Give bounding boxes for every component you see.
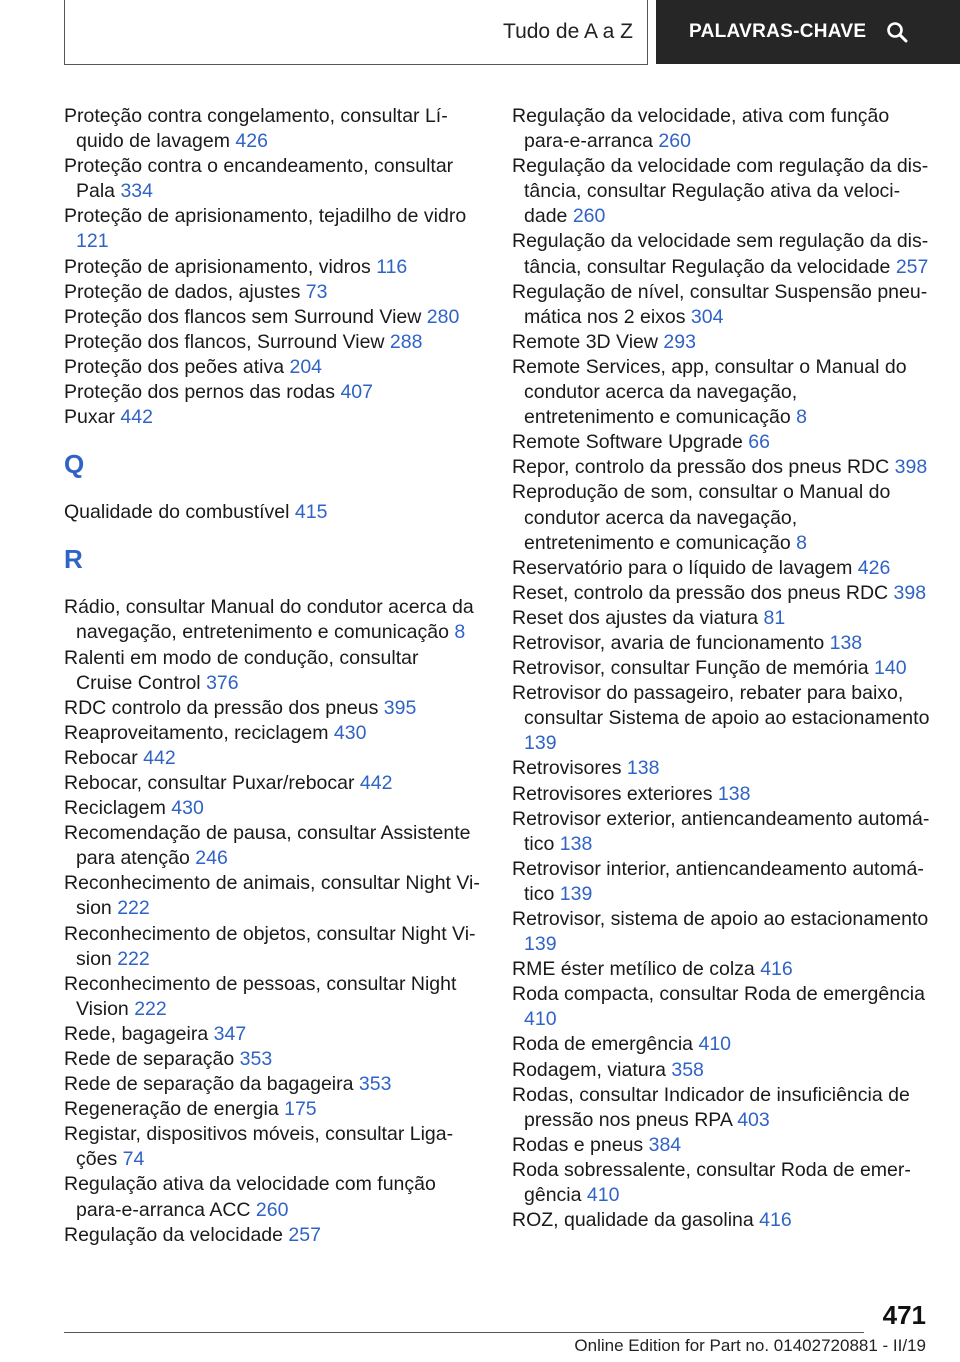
index-entry-text: Proteção contra congelamento, consultar Líquido de lavagem: [64, 105, 448, 153]
index-entry-text: Proteção contra o encandeamento, consultar Pala: [64, 155, 454, 203]
index-entry-text: Proteção de dados, ajustes: [64, 280, 301, 303]
index-entry-text: RME éster metílico de colza: [512, 958, 755, 981]
index-entry-text: Reaproveitamento, reciclagem: [64, 721, 329, 744]
index-entry-text: Proteção de aprisionamento, tejadilho de vidro: [64, 205, 467, 228]
page-number: 471: [882, 1300, 926, 1330]
index-entry: [512, 355, 932, 430]
index-entry: [64, 646, 480, 696]
index-entry-text: Rede de separação da bagageira: [64, 1073, 354, 1096]
index-entry: [64, 595, 480, 645]
index-entry-text: Retrovisor, avaria de funcionamento: [512, 631, 825, 654]
index-entry: [512, 857, 932, 907]
page-reference-link[interactable]: 398: [893, 581, 927, 604]
index-entry-text: Regulação da velocidade: [64, 1223, 283, 1246]
page-reference-link[interactable]: 66: [748, 431, 770, 454]
page-reference-link[interactable]: 138: [829, 631, 863, 654]
page-reference-link[interactable]: 442: [143, 746, 176, 769]
index-entry-text: Reprodução de som, consultar o Manual do condutor acerca da navegação, entretenimento e comunicação: [512, 481, 891, 554]
index-entry: [64, 1022, 480, 1047]
tab-keywords-label: PALAVRAS-CHAVE: [689, 21, 867, 42]
index-entry: [64, 1122, 480, 1172]
page-reference-link[interactable]: 358: [671, 1058, 704, 1081]
index-entry: [64, 771, 480, 796]
page-reference-link[interactable]: 222: [134, 997, 167, 1020]
index-entry: [64, 154, 480, 204]
index-entry: [64, 1223, 480, 1248]
index-entry-text: Recomendação de pausa, consultar Assistente para atenção: [64, 822, 471, 870]
index-entry-text: Qualidade do combustível: [64, 501, 290, 524]
page-reference-link[interactable]: 410: [586, 1184, 620, 1207]
index-entry-text: Regulação da velocidade, ativa com função para-e-arranca: [512, 105, 890, 153]
page-reference-link[interactable]: 8: [796, 531, 807, 554]
index-entry-text: Regeneração de energia: [64, 1098, 279, 1121]
index-entry: [64, 821, 480, 871]
index-entry: [512, 957, 932, 982]
page-reference-link[interactable]: 426: [235, 130, 268, 153]
index-entry: [512, 606, 932, 631]
index-entry: [64, 305, 480, 330]
index-entry-text: Repor, controlo da pressão dos pneus RDC: [512, 456, 890, 479]
index-entry-text: Retrovisores exteriores: [512, 782, 713, 805]
index-entry: [64, 380, 480, 405]
page-reference-link[interactable]: 415: [294, 501, 328, 524]
page-reference-link[interactable]: 304: [690, 305, 724, 328]
index-entry-text: Regulação da velocidade sem regulação da distância, consultar Regulação da velocidade: [512, 230, 929, 278]
index-letter-heading: Q: [64, 449, 85, 480]
index-entry: [512, 1083, 932, 1133]
tab-keywords[interactable]: [656, 0, 960, 64]
index-entry: [512, 480, 932, 555]
index-entry: [64, 255, 480, 280]
page-reference-link[interactable]: 384: [648, 1133, 682, 1156]
page-reference-link[interactable]: 416: [759, 1209, 792, 1232]
index-entry: [64, 104, 480, 154]
index-entry: [512, 631, 932, 656]
index-entry: [512, 104, 932, 154]
page-reference-link[interactable]: 139: [524, 732, 557, 755]
index-entry-text: Reconhecimento de animais, consultar Night Vision: [64, 872, 480, 920]
index-entry-text: Reconhecimento de objetos, consultar Night Vision: [64, 922, 476, 970]
page-reference-link[interactable]: 407: [340, 381, 373, 404]
index-column-right: [512, 104, 932, 1233]
search-icon: [886, 21, 908, 43]
page-reference-link[interactable]: 280: [426, 305, 460, 328]
footer-edition-text: Online Edition for Part no. 01402720881 - II/19: [574, 1336, 926, 1355]
page-reference-link[interactable]: 426: [857, 556, 891, 579]
index-entry: [512, 556, 932, 581]
index-entry: [64, 1097, 480, 1122]
index-entry: [64, 355, 480, 380]
index-entry: [64, 1072, 480, 1097]
index-entry: [512, 1032, 932, 1057]
page-reference-link[interactable]: 73: [305, 280, 328, 303]
page-reference-link[interactable]: 395: [383, 696, 417, 719]
index-entry-text: RDC controlo da pressão dos pneus: [64, 696, 379, 719]
index-entry-text: Rede, bagageira: [64, 1022, 209, 1045]
index-entry-text: Reconhecimento de pessoas, consultar Night Vision: [64, 972, 457, 1020]
index-entry-text: Remote Services, app, consultar o Manual do condutor acerca da navegação, entretenimento e comunicação: [512, 355, 907, 429]
index-entry: [512, 455, 932, 480]
index-entry-text: Reservatório para o líquido de lavagem: [512, 556, 853, 579]
index-entry: [512, 1058, 932, 1083]
index-entry: [512, 656, 932, 681]
page-reference-link[interactable]: 260: [255, 1198, 289, 1221]
index-entry: [512, 1158, 932, 1208]
index-entry: [64, 796, 480, 821]
page-reference-link[interactable]: 260: [658, 130, 691, 153]
index-entry-text: Retrovisor do passageiro, rebater para baixo, consultar Sistema de apoio ao estacionamento: [512, 682, 930, 730]
page-reference-link[interactable]: 288: [389, 330, 423, 353]
index-entry: [512, 907, 932, 957]
index-entry: [64, 696, 480, 721]
page-reference-link[interactable]: 430: [171, 797, 204, 820]
page-reference-link[interactable]: 410: [698, 1033, 732, 1056]
index-entry-text: Rodas, consultar Indicador de insuficiência de pressão nos pneus RPA: [512, 1083, 910, 1131]
page-reference-link[interactable]: 257: [288, 1223, 321, 1246]
index-entry-text: Roda sobressalente, consultar Roda de emergência: [512, 1158, 911, 1207]
page-reference-link[interactable]: 376: [206, 671, 239, 694]
index-entry-text: Retrovisores: [512, 757, 622, 780]
index-entry: [512, 1208, 932, 1233]
index-entry: [512, 1133, 932, 1158]
index-entry: [512, 681, 932, 756]
index-entry: [512, 280, 932, 330]
index-entry: [512, 807, 932, 857]
index-entry: [512, 229, 932, 279]
page-reference-link[interactable]: 121: [76, 230, 109, 253]
index-entry-text: Reciclagem: [64, 797, 166, 820]
page-reference-link[interactable]: 138: [717, 782, 751, 805]
index-entry: [512, 782, 932, 807]
index-entry: [64, 746, 480, 771]
index-entry-text: Proteção de aprisionamento, vidros: [64, 255, 371, 278]
index-entry-text: ROZ, qualidade da gasolina: [512, 1209, 754, 1232]
index-column-left: [64, 104, 480, 1248]
index-entry-text: Roda de emergência: [512, 1033, 694, 1056]
index-entry: [64, 330, 480, 355]
page-reference-link[interactable]: 81: [763, 606, 786, 629]
index-entry: [512, 430, 932, 455]
footer-edition: [574, 1336, 926, 1356]
page-reference-link[interactable]: 403: [737, 1108, 770, 1131]
page-reference-link[interactable]: 138: [559, 832, 593, 855]
page-reference-link[interactable]: 442: [120, 406, 153, 429]
index-entry: [64, 721, 480, 746]
page-reference-link[interactable]: 138: [626, 757, 660, 780]
index-entry-text: Retrovisor interior, antiencandeamento automático: [512, 857, 924, 905]
index-entry-text: Remote 3D View: [512, 330, 658, 353]
tab-a-to-z[interactable]: Tudo de A a Z: [64, 0, 648, 64]
index-entry-text: Rede de separação: [64, 1048, 235, 1070]
page-reference-link[interactable]: 8: [454, 621, 466, 644]
page-reference-link[interactable]: 116: [376, 255, 408, 278]
index-entry-text: Registar, dispositivos móveis, consultar Ligações: [64, 1123, 454, 1171]
index-entry-text: Regulação de nível, consultar Suspensão pneumática nos 2 eixos: [512, 280, 928, 328]
index-entry-text: Retrovisor, sistema de apoio ao estacionamento: [512, 908, 929, 930]
page-reference-link[interactable]: 353: [358, 1073, 392, 1096]
index-entry: [64, 405, 480, 430]
footer-rule: [64, 1332, 864, 1333]
page-reference-link[interactable]: 175: [284, 1098, 317, 1121]
index-entry: [64, 1047, 480, 1072]
index-entry: [64, 922, 480, 972]
index-entry: [64, 1172, 480, 1222]
index-entry: [512, 581, 932, 606]
page-reference-link[interactable]: 8: [796, 406, 807, 429]
index-entry-text: Rebocar, consultar Puxar/rebocar: [64, 771, 355, 794]
index-entry: [512, 756, 932, 781]
page-reference-link[interactable]: 293: [663, 330, 696, 353]
index-entry-text: Reset dos ajustes da viatura: [512, 606, 759, 629]
index-entry: [64, 871, 480, 921]
page-reference-link[interactable]: 410: [524, 1008, 557, 1031]
index-letter-heading: R: [64, 544, 83, 575]
index-entry: [512, 154, 932, 229]
index-entry-text: Roda compacta, consultar Roda de emergência: [512, 983, 925, 1006]
index-entry-text: Rodagem, viatura: [512, 1058, 666, 1081]
index-entry-text: Ralenti em modo de condução, consultar Cruise Control: [64, 646, 419, 694]
index-entry-text: Rebocar: [64, 746, 138, 769]
index-entry-text: Proteção dos pernos das rodas: [64, 381, 336, 404]
index-entry: [64, 972, 480, 1022]
page-reference-link[interactable]: 430: [333, 721, 367, 744]
page-reference-link[interactable]: 222: [117, 897, 150, 920]
page-reference-link[interactable]: 260: [572, 205, 606, 228]
index-entry-text: Proteção dos peões ativa: [64, 355, 285, 378]
page-reference-link[interactable]: 140: [874, 657, 907, 680]
index-entry-text: Proteção dos flancos, Surround View: [64, 330, 385, 353]
page-reference-link[interactable]: 398: [894, 456, 928, 479]
index-entry: [64, 204, 480, 254]
index-entry-text: Rodas e pneus: [512, 1133, 644, 1156]
page-reference-link[interactable]: 74: [122, 1148, 145, 1171]
index-entry-text: Remote Software Upgrade: [512, 431, 743, 454]
index-entry-text: Retrovisor, consultar Função de memória: [512, 657, 869, 680]
index-entry-text: Puxar: [64, 406, 115, 429]
page-reference-link[interactable]: 222: [117, 947, 150, 970]
page-reference-link[interactable]: 204: [289, 355, 323, 378]
index-entry-text: Regulação da velocidade com regulação da distância, consultar Regulação ativa da velocidade: [512, 155, 929, 228]
page-reference-link[interactable]: 139: [559, 882, 593, 905]
index-entry-text: Proteção dos flancos sem Surround View: [64, 305, 422, 328]
page-reference-link[interactable]: 246: [195, 847, 228, 870]
index-entry: [512, 330, 932, 355]
page-reference-link[interactable]: 139: [524, 933, 557, 956]
page-reference-link[interactable]: 334: [120, 180, 153, 203]
page-reference-link[interactable]: 257: [895, 255, 929, 278]
index-entry: [512, 982, 932, 1032]
index-entry-text: Regulação ativa da velocidade com função para-e-arranca ACC: [64, 1173, 436, 1221]
index-entry-text: Rádio, consultar Manual do condutor acerca da navegação, entretenimento e comunicação: [64, 596, 474, 644]
page-reference-link[interactable]: 416: [760, 958, 793, 981]
page-reference-link[interactable]: 347: [213, 1022, 247, 1045]
index-entry: [64, 280, 480, 305]
index-entry-text: Retrovisor exterior, antiencandeamento automático: [512, 807, 930, 855]
page-reference-link[interactable]: 353: [239, 1048, 273, 1070]
index-entry: [64, 500, 480, 525]
index-entry-text: Reset, controlo da pressão dos pneus RDC: [512, 581, 889, 604]
page-reference-link[interactable]: 442: [359, 771, 393, 794]
header-rule: [64, 64, 648, 65]
